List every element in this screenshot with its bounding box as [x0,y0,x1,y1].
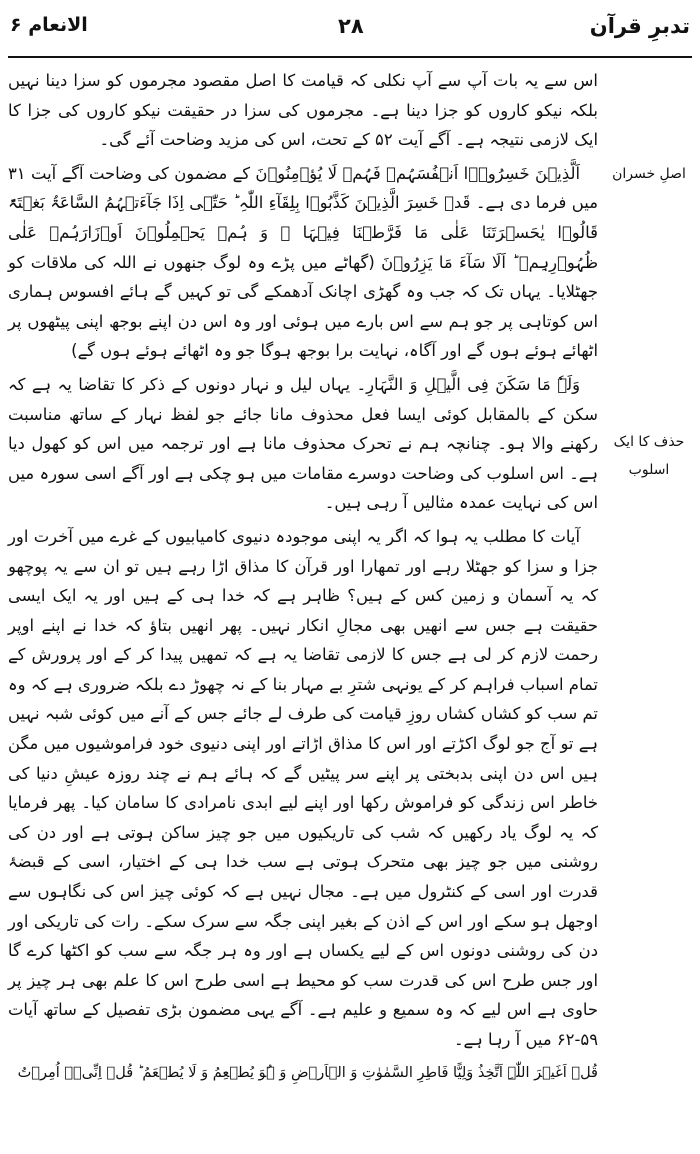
commentary-body [8,66,598,1092]
paragraph-lail-nahar: وَلَہٗ مَا سَکَنَ فِی الَّیۡلِ وَ النَّہَارِ۔ یہاں لیل و نہار دونوں کے ذکر کا تقاضا یہ ہے کہ سکن کے بالمقابل کوئی ایسا فعل محذوف مانا جائے جو لفظ نہار کے ساتھ مناسبت رکھنے والا ہو۔ چنانچہ ہم نے تحرک محذوف مانا ہے اور ترجمہ میں اس کو کھول دیا ہے۔ اس اسلوب کی وضاحت دوسرے مقامات میں ہو چکی ہے اور آگے اسی سورہ میں اس کی نہایت عمدہ مثالیں آ رہی ہیں۔ [8,374,598,513]
margin-note-asl-khusran: اصلِ خسران [612,166,686,182]
margin-note-hazf-usloob: حذف کا ایک اسلوب [613,434,685,478]
paragraph-qiyamat-purpose: اس سے یہ بات آپ سے آپ نکلی کہ قیامت کا اصل مقصود مجرموں کو سزا دینا نہیں بلکہ نیکو کاروں کو جزا دینا ہے۔ مجرموں کی سزا در حقیقت نیکو کاروں کی جزا کا ایک لازمی نتیجہ ہے۔ آگے آیت ۵۲ کے تحت، اس کی مزید وضاحت آئے گی۔ [8,71,598,150]
paragraph-khasiru-anfusahum: اَلَّذِیۡنَ خَسِرُوۡۤا اَنۡفُسَہُمۡ فَہُمۡ لَا یُؤۡمِنُوۡنَ کے مضمون کی وضاحت آگے آیت ۳۱ میں فرما دی ہے۔ قَدۡ خَسِرَ الَّذِیۡنَ کَذَّبُوۡا بِلِقَآءِ اللّٰہِ ؕ حَتّٰۤی اِذَا جَآءَتۡہُمُ السَّاعَۃُ بَغۡتَۃً قَالُوۡا یٰحَسۡرَتَنَا عَلٰی مَا فَرَّطۡنَا فِیۡہَا ۙ وَ ہُمۡ یَحۡمِلُوۡنَ اَوۡزَارَہُمۡ عَلٰی ظُہُوۡرِہِمۡ ؕ اَلَا سَآءَ مَا یَزِرُوۡنَ (گھاٹے میں پڑے وہ لوگ جنھوں نے اللہ کی ملاقات کو جھٹلایا۔ یہاں تک کہ جب وہ گھڑی اچانک آدھمکے گی تو کہیں گے ہائے افسوس ہماری اس کوتاہی پر جو ہم سے اس بارے میں ہوئی اور وہ اس دن اپنے بوجھ اپنی پیٹھوں پر اٹھائے ہوئے ہوں گے اور آگاہ، نہایت برا بوجھ ہوگا جو وہ اٹھائے ہوئے ہوں گے) [8,163,598,361]
page-number: ۲۸ [338,14,364,38]
page-header [8,8,692,54]
paragraph-next-ayah: قُلۡ اَغَیۡرَ اللّٰہِ اَتَّخِذُ وَلِیًّا فَاطِرِ السَّمٰوٰتِ وَ الۡاَرۡضِ وَ ہُوَ یُطۡعِمُ وَ لَا یُطۡعَمُ ؕ قُلۡ اِنِّیۡۤ اُمِرۡتُ [17,1064,598,1081]
paragraph-ayaat-matlab: آیات کا مطلب یہ ہوا کہ اگر یہ اپنی موجودہ دنیوی کامیابیوں کے غرے میں آخرت اور جزا و سزا کو جھٹلا رہے اور تمھارا اور قرآن کا مذاق اڑا رہے ہیں تو ان سے یہ پوچھو کہ یہ آسمان و زمین کس کے ہیں؟ ظاہر ہے کہ خدا ہی کے ہیں اور یہ ایک ایسی حقیقت ہے جس سے انھیں بھی مجالِ انکار نہیں۔ پھر انھیں بتاؤ کہ خدا نے اپنے اوپر رحمت لازم کر لی ہے جس کا لازمی تقاضا یہ ہے کہ تمھیں پیدا کر کے اور پرورش کے تمام اسباب فراہم کر کے یونہی شترِ بے مہار بنا کے نہ چھوڑ دے بلکہ ضروری ہے کہ وہ تم سب کو کشاں کشاں روزِ قیامت کی طرف لے جائے جس کے آنے میں کوئی شبہ نہیں ہے تو آج جو لوگ اکڑتے اور اس کا مذاق اڑاتے اور اپنی دنیوی خود فراموشیوں میں مگن ہیں اس دن اپنی بدبختی پر اپنے سر پیٹیں گے کہ ہائے ہم نے چند روزہ عیشِ دنیا کی خاطر اس زندگی کو فراموش رکھا اور اپنے لیے ابدی نامرادی کا سامان کیا۔ پھر فرمایا کہ یہ لوگ یاد رکھیں کہ شب کی تاریکیوں میں جو چیز ساکن ہوتی ہے اور دن کی روشنی میں جو چیز بھی متحرک ہوتی ہے سب خدا ہی کے اختیار، اسی کے قبضۂ قدرت اور اسی کے کنٹرول میں ہے۔ مجال نہیں ہے کہ کوئی چیز اس کی نگاہوں سے اوجھل ہو سکے اور اس کے اذن کے بغیر اپنی جگہ سے سرک سکے۔ رات کی تاریکی اور دن کی روشنی دونوں اس کے لیے یکساں ہے اور وہ ہر جگہ سے سب کو اکٹھا کرے گا اور جس طرح اس کی قدرت سب کو محیط ہے اسی طرح اس کا علم بھی ہر چیز پر حاوی ہے اس لیے کہ وہ سمیع و علیم ہے۔ آگے یہی مضمون بڑی تفصیل کے ساتھ آیات ۵۹-۶۲ میں آ رہا ہے۔ [8,526,598,1049]
header-divider [8,56,692,58]
surah-title: الانعام ۶ [10,14,88,36]
book-title: تدبرِ قرآن [589,14,690,38]
